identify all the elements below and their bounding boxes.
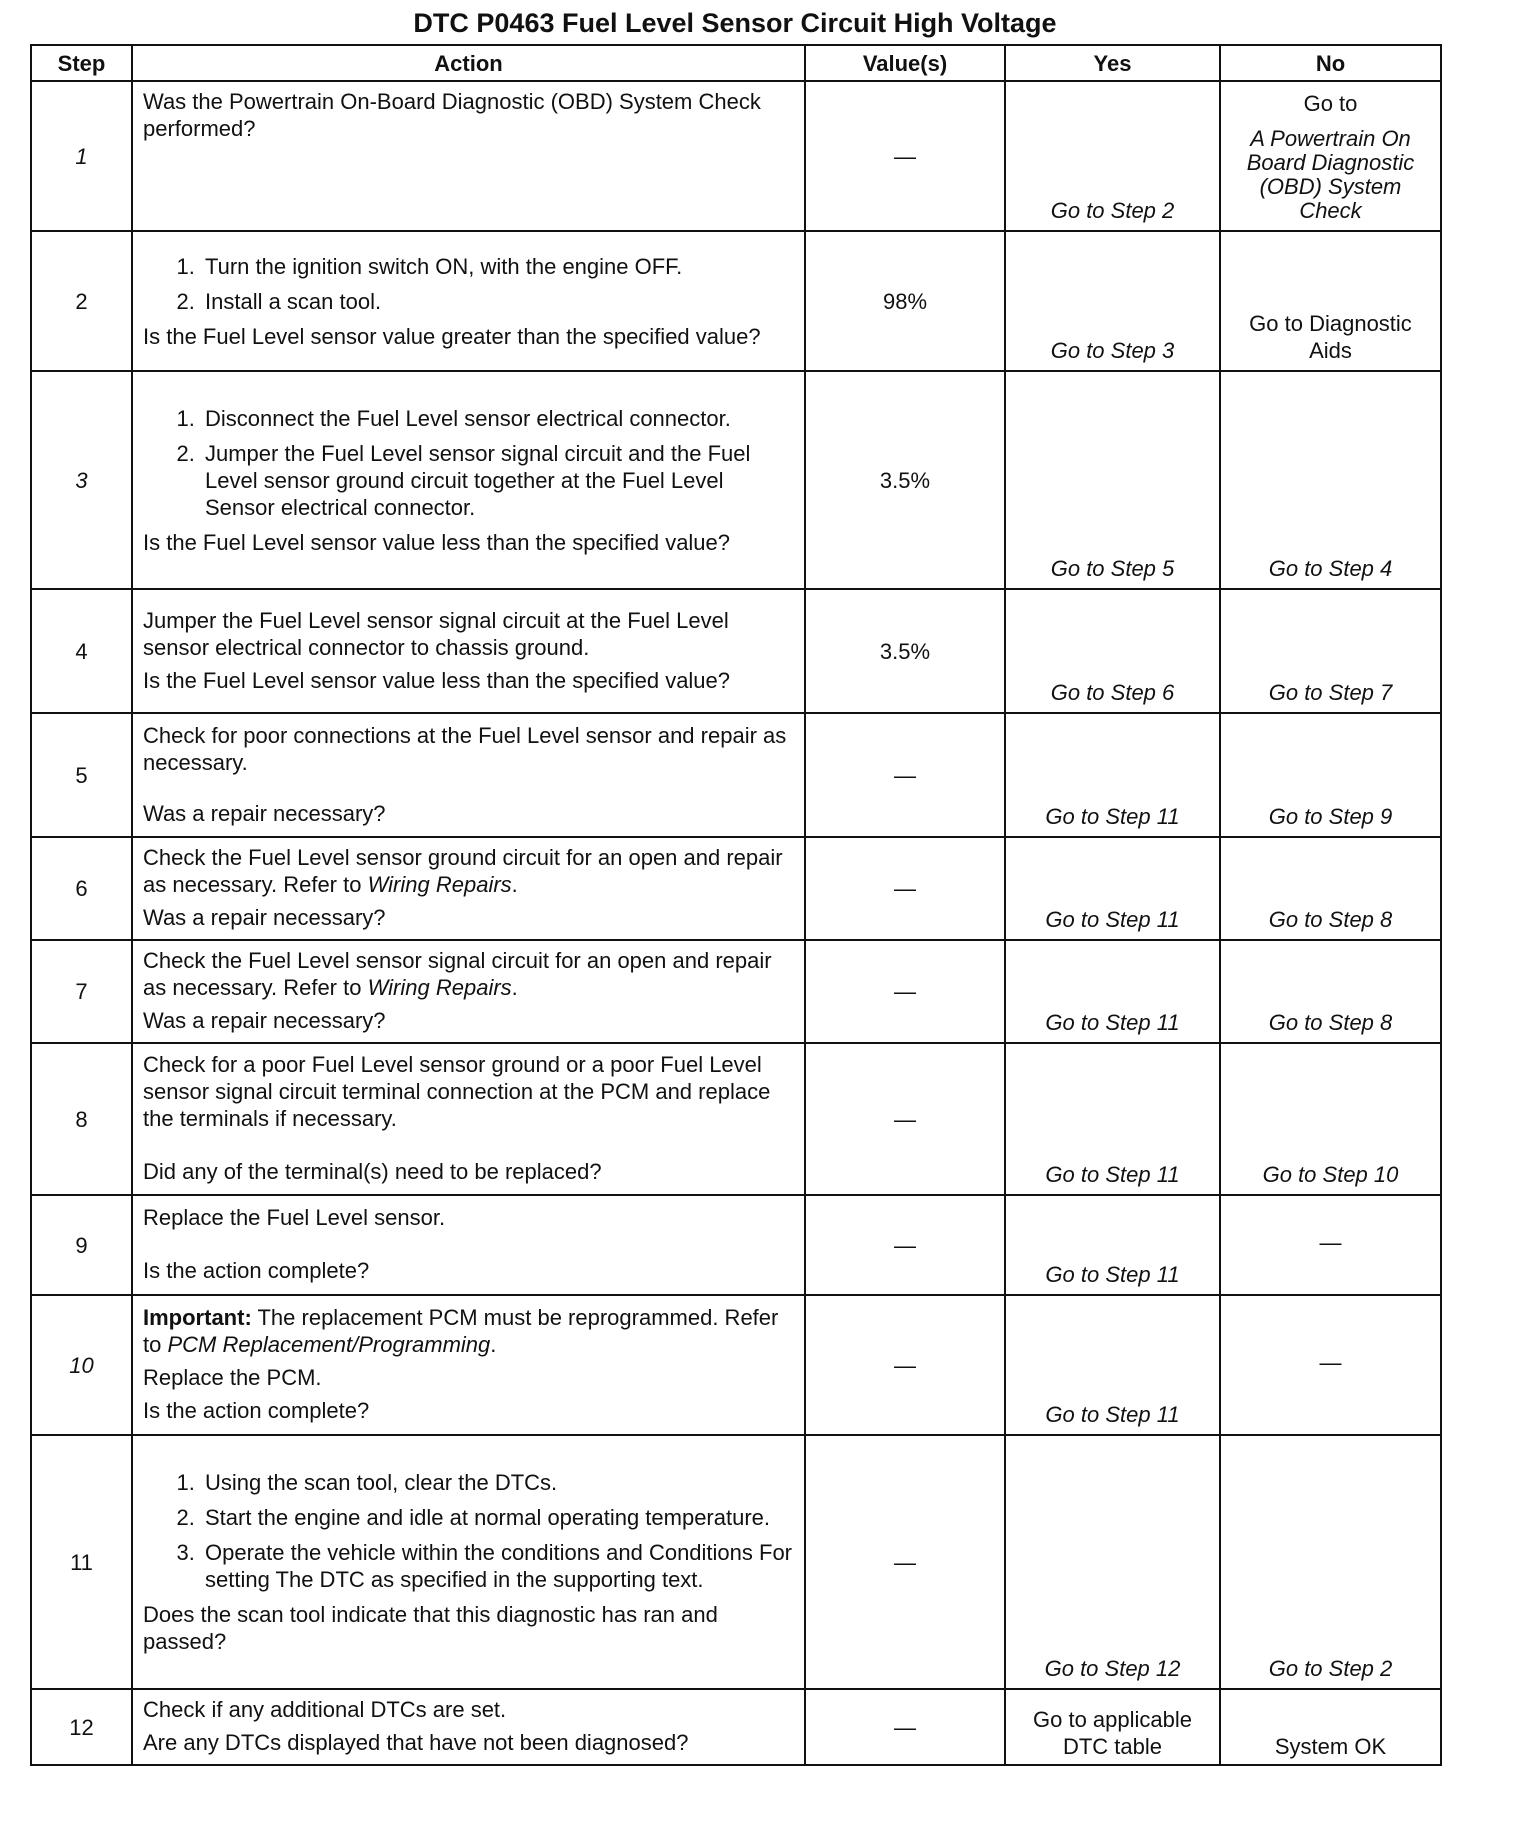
yes-cell: Go to Step 12 [1005, 1435, 1220, 1689]
action-text: Check if any additional DTCs are set. [143, 1697, 507, 1722]
important-note: Important: The replacement PCM must be reprogrammed. Refer to PCM Replacement/Programming. [143, 1305, 779, 1357]
action-question: Does the scan tool indicate that this diagnostic has ran and passed? [143, 1602, 718, 1654]
yes-cell: Go to Step 11 [1005, 713, 1220, 837]
value-cell: — [805, 1435, 1005, 1689]
value-cell: 3.5% [805, 371, 1005, 589]
no-cell: Go to Step 8 [1220, 940, 1441, 1043]
table-row [31, 837, 1441, 940]
list-item: 1. Using the scan tool, clear the DTCs. [201, 1469, 794, 1496]
no-cell: Go to Step 4 [1220, 371, 1441, 589]
table-row [31, 231, 1441, 371]
list-item: 1. Disconnect the Fuel Level sensor electrical connector. [201, 405, 794, 432]
wiring-repairs-link[interactable]: Wiring Repairs [367, 975, 512, 1000]
header-action: Action [132, 45, 805, 81]
list-item: 2. Install a scan tool. [201, 288, 794, 315]
action-text: Check the Fuel Level sensor signal circuit for an open and repair as necessary. Refer to Wiring Repairs. [143, 948, 772, 1000]
header-no: No [1220, 45, 1441, 81]
step-number: 8 [31, 1043, 132, 1195]
list-item: 1. Turn the ignition switch ON, with the engine OFF. [201, 253, 794, 280]
action-cell [132, 940, 805, 1043]
no-cell: — [1220, 1195, 1441, 1295]
table-row [31, 940, 1441, 1043]
header-row [31, 45, 1441, 81]
value-cell: — [805, 1689, 1005, 1765]
action-question: Was a repair necessary? [143, 1008, 386, 1033]
no-cell: Go to Step 8 [1220, 837, 1441, 940]
yes-cell: Go to Step 11 [1005, 1295, 1220, 1435]
step-number: 9 [31, 1195, 132, 1295]
step-number: 11 [31, 1435, 132, 1689]
no-cell: Go to Diagnostic Aids [1220, 231, 1441, 371]
table-row [31, 1195, 1441, 1295]
value-cell: 98% [805, 231, 1005, 371]
action-cell [132, 1195, 805, 1295]
wiring-repairs-link[interactable]: Wiring Repairs [367, 872, 512, 897]
yes-cell: Go to Step 2 [1005, 81, 1220, 231]
no-cell: System OK [1220, 1689, 1441, 1765]
action-cell [132, 1689, 805, 1765]
list-item: 2. Start the engine and idle at normal operating temperature. [201, 1504, 794, 1531]
value-cell: — [805, 81, 1005, 231]
step-number: 1 [31, 81, 132, 231]
table-row [31, 1689, 1441, 1765]
action-text: Check for a poor Fuel Level sensor ground or a poor Fuel Level sensor signal circuit terminal connection at the PCM and replace the terminals if necessary. [143, 1052, 771, 1131]
table-row [31, 713, 1441, 837]
action-cell [132, 1043, 805, 1195]
list-item: 3. Operate the vehicle within the conditions and Conditions For setting The DTC as specified in the supporting text. [201, 1539, 794, 1593]
action-question: Is the action complete? [143, 1258, 370, 1283]
yes-cell: Go to Step 5 [1005, 371, 1220, 589]
yes-cell: Go to Step 3 [1005, 231, 1220, 371]
action-question: Was a repair necessary? [143, 800, 386, 826]
no-cell [1220, 81, 1441, 231]
action-cell [132, 589, 805, 713]
table-row [31, 1435, 1441, 1689]
no-link-obd-check[interactable]: A Powertrain On Board Diagnostic (OBD) System Check [1246, 125, 1415, 223]
action-question: Did any of the terminal(s) need to be replaced? [143, 1159, 602, 1184]
table-row [31, 1043, 1441, 1195]
yes-cell: Go to Step 11 [1005, 1195, 1220, 1295]
table-row [31, 81, 1441, 231]
step-number: 5 [31, 713, 132, 837]
action-text: Replace the Fuel Level sensor. [143, 1205, 446, 1230]
step-number: 2 [31, 231, 132, 371]
no-goto-text: Go to [1303, 90, 1358, 116]
action-cell [132, 713, 805, 837]
header-values: Value(s) [805, 45, 1005, 81]
action-text: Check the Fuel Level sensor ground circuit for an open and repair as necessary. Refer to Wiring Repairs. [143, 845, 783, 897]
action-text: Jumper the Fuel Level sensor signal circuit at the Fuel Level sensor electrical connector to chassis ground. [143, 607, 729, 660]
yes-cell: Go to Step 11 [1005, 837, 1220, 940]
no-cell: — [1220, 1295, 1441, 1435]
no-cell: Go to Step 7 [1220, 589, 1441, 713]
table-row [31, 589, 1441, 713]
value-cell: — [805, 713, 1005, 837]
action-cell [132, 1435, 805, 1689]
value-cell: 3.5% [805, 589, 1005, 713]
action-question: Is the action complete? [143, 1398, 370, 1423]
action-question: Is the Fuel Level sensor value less than the specified value? [143, 667, 731, 693]
yes-cell: Go to Step 6 [1005, 589, 1220, 713]
action-list [143, 1469, 794, 1593]
action-question: Is the Fuel Level sensor value greater than the specified value? [143, 323, 761, 349]
step-number: 12 [31, 1689, 132, 1765]
table-row [31, 1295, 1441, 1435]
list-item: 2. Jumper the Fuel Level sensor signal circuit and the Fuel Level sensor ground circuit together at the Fuel Level Sensor electrical connector. [201, 440, 794, 521]
action-cell [132, 371, 805, 589]
yes-cell: Go to Step 11 [1005, 1043, 1220, 1195]
action-question: Was a repair necessary? [143, 905, 386, 930]
no-cell: Go to Step 10 [1220, 1043, 1441, 1195]
action-text: Replace the PCM. [143, 1365, 322, 1390]
pcm-replacement-link[interactable]: PCM Replacement/Programming [167, 1332, 491, 1357]
action-question: Was the Powertrain On-Board Diagnostic (OBD) System Check performed? [143, 89, 761, 141]
table-row [31, 371, 1441, 589]
no-cell: Go to Step 2 [1220, 1435, 1441, 1689]
step-number: 6 [31, 837, 132, 940]
value-cell: — [805, 940, 1005, 1043]
value-cell: — [805, 1195, 1005, 1295]
yes-cell: Go to applicable DTC table [1005, 1689, 1220, 1765]
step-number: 3 [31, 371, 132, 589]
value-cell: — [805, 1043, 1005, 1195]
action-question: Is the Fuel Level sensor value less than the specified value? [143, 529, 731, 555]
action-cell [132, 81, 805, 231]
yes-cell: Go to Step 11 [1005, 940, 1220, 1043]
step-number: 7 [31, 940, 132, 1043]
diagnostic-table [30, 44, 1442, 1766]
action-cell [132, 231, 805, 371]
value-cell: — [805, 837, 1005, 940]
action-list [143, 253, 794, 315]
page-title: DTC P0463 Fuel Level Sensor Circuit High Voltage [413, 8, 1057, 38]
step-number: 4 [31, 589, 132, 713]
header-step: Step [31, 45, 132, 81]
action-text: Check for poor connections at the Fuel Level sensor and repair as necessary. [143, 722, 787, 775]
no-cell: Go to Step 9 [1220, 713, 1441, 837]
step-number: 10 [31, 1295, 132, 1435]
header-yes: Yes [1005, 45, 1220, 81]
action-question: Are any DTCs displayed that have not been diagnosed? [143, 1730, 689, 1755]
action-list [143, 405, 794, 521]
action-cell [132, 1295, 805, 1435]
value-cell: — [805, 1295, 1005, 1435]
action-cell [132, 837, 805, 940]
